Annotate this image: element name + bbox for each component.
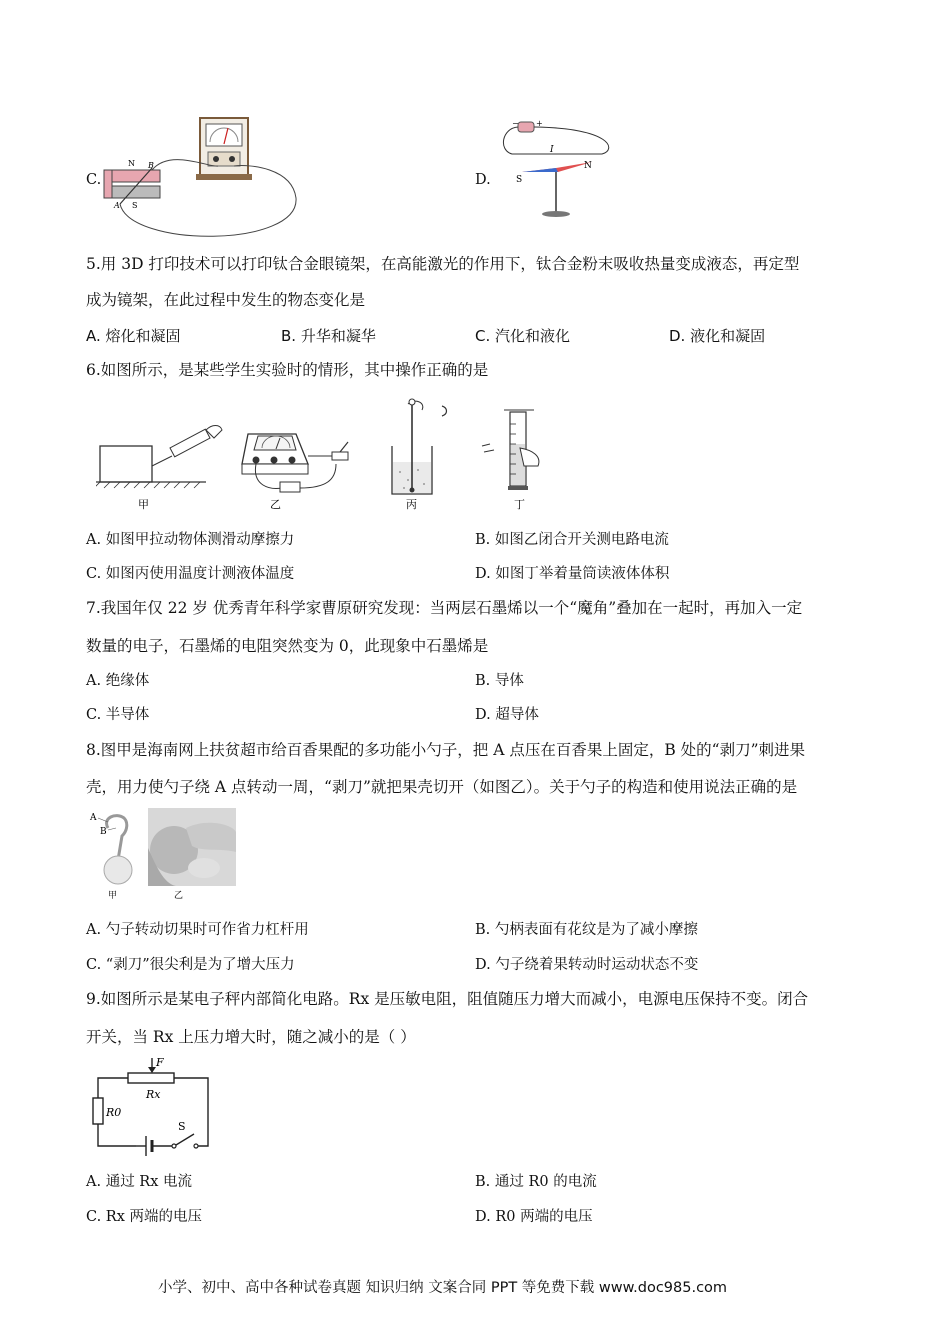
q6-caption-yi: 乙 — [270, 498, 281, 511]
q9-circuit-diagram — [88, 1056, 216, 1156]
q9-rx-label: Rx — [146, 1088, 161, 1101]
q7-stem-line1: 7.我国年仅 22 岁 优秀青年科学家曹原研究发现：当两层石墨烯以一个“魔角”叠加在一起时，再加入一定 — [86, 599, 803, 617]
q4d-s-label: S — [516, 175, 523, 185]
q6-option-d[interactable]: D. 如图丁举着量筒读液体体积 — [475, 566, 670, 582]
q5-option-d[interactable]: D. 液化和凝固 — [669, 327, 766, 345]
q9-option-b[interactable]: B. 通过 R0 的电流 — [475, 1174, 597, 1190]
q4c-s-label: S — [132, 201, 138, 210]
q4c-n-label: N — [128, 159, 135, 168]
q8-stem-line1: 8.图甲是海南网上扶贫超市给百香果配的多功能小勺子，把 A 点压在百香果上固定，B 处的“剥刀”刺进果 — [86, 741, 806, 759]
q6-caption-ding: 丁 — [514, 498, 525, 511]
q5-option-a[interactable]: A. 熔化和凝固 — [86, 327, 181, 345]
q4c-a-label: A — [114, 201, 120, 210]
q7-option-a[interactable]: A. 绝缘体 — [86, 673, 150, 689]
q4d-n-label: N — [584, 161, 592, 171]
q6-figures — [96, 394, 556, 520]
q4-option-c-label: C. — [86, 172, 102, 188]
q8-option-a[interactable]: A. 勺子转动切果时可作省力杠杆用 — [86, 922, 309, 938]
q9-stem-line2: 开关，当 Rx 上压力增大时，随之减小的是（ ） — [86, 1028, 416, 1046]
q5-option-b[interactable]: B. 升华和凝华 — [281, 327, 376, 345]
q7-option-c[interactable]: C. 半导体 — [86, 707, 150, 723]
q8-option-b[interactable]: B. 勺柄表面有花纹是为了减小摩擦 — [475, 922, 698, 938]
q6-option-a[interactable]: A. 如图甲拉动物体测滑动摩擦力 — [86, 532, 295, 548]
q4-option-d-label: D. — [475, 172, 491, 188]
q8-label-a: A — [90, 813, 97, 823]
q4-figure-c-galvanometer — [100, 108, 300, 243]
q5-option-c[interactable]: C. 汽化和液化 — [475, 327, 571, 345]
q6-option-b[interactable]: B. 如图乙闭合开关测电路电流 — [475, 532, 669, 548]
q5-stem-line1: 5.用 3D 打印技术可以打印钛合金眼镜架，在高能激光的作用下，钛合金粉末吸收热量变成液态，再定型 — [86, 255, 800, 273]
q8-caption-jia: 甲 — [108, 891, 118, 901]
q9-stem-line1: 9.如图所示是某电子秤内部简化电路。Rx 是压敏电阻，阻值随压力增大而减小，电源电压保持不变。闭合 — [86, 990, 809, 1008]
q8-option-d[interactable]: D. 勺子绕着果转动时运动状态不变 — [475, 957, 699, 973]
q4d-minus-label: − — [512, 119, 519, 128]
q9-r0-label: R0 — [106, 1106, 122, 1119]
q9-s-label: S — [178, 1120, 186, 1133]
q6-caption-jia: 甲 — [138, 498, 149, 511]
q5-stem-line2: 成为镜架，在此过程中发生的物态变化是 — [86, 291, 366, 309]
q9-f-label: F — [156, 1056, 164, 1069]
q8-option-c[interactable]: C. “剥刀”很尖利是为了增大压力 — [86, 957, 295, 973]
q9-option-d[interactable]: D. R0 两端的电压 — [475, 1209, 593, 1225]
q8-figure-spoon — [86, 808, 242, 902]
q8-caption-yi: 乙 — [174, 891, 184, 901]
q4-figure-d-oersted — [492, 110, 622, 222]
q6-option-c[interactable]: C. 如图丙使用温度计测液体温度 — [86, 566, 295, 582]
q6-caption-bing: 丙 — [406, 498, 417, 511]
q8-stem-line2: 壳，用力使勺子绕 A 点转动一周，“剥刀”就把果壳切开（如图乙）。关于勺子的构造和使用说法正确的是 — [86, 778, 798, 796]
q4d-current-label: I — [550, 145, 554, 155]
q8-label-b: B — [100, 827, 107, 837]
q9-option-a[interactable]: A. 通过 Rx 电流 — [86, 1174, 193, 1190]
q7-stem-line2: 数量的电子，石墨烯的电阻突然变为 0，此现象中石墨烯是 — [86, 637, 489, 655]
page-footer: 小学、初中、高中各种试卷真题 知识归纳 文案合同 PPT 等免费下载 www.doc985.com — [158, 1280, 728, 1296]
q7-option-d[interactable]: D. 超导体 — [475, 707, 539, 723]
q9-option-c[interactable]: C. Rx 两端的电压 — [86, 1209, 202, 1225]
q6-stem: 6.如图所示，是某些学生实验时的情形，其中操作正确的是 — [86, 361, 489, 379]
q4d-plus-label: + — [536, 119, 543, 128]
q7-option-b[interactable]: B. 导体 — [475, 673, 524, 689]
q4c-b-label: B — [148, 161, 154, 170]
